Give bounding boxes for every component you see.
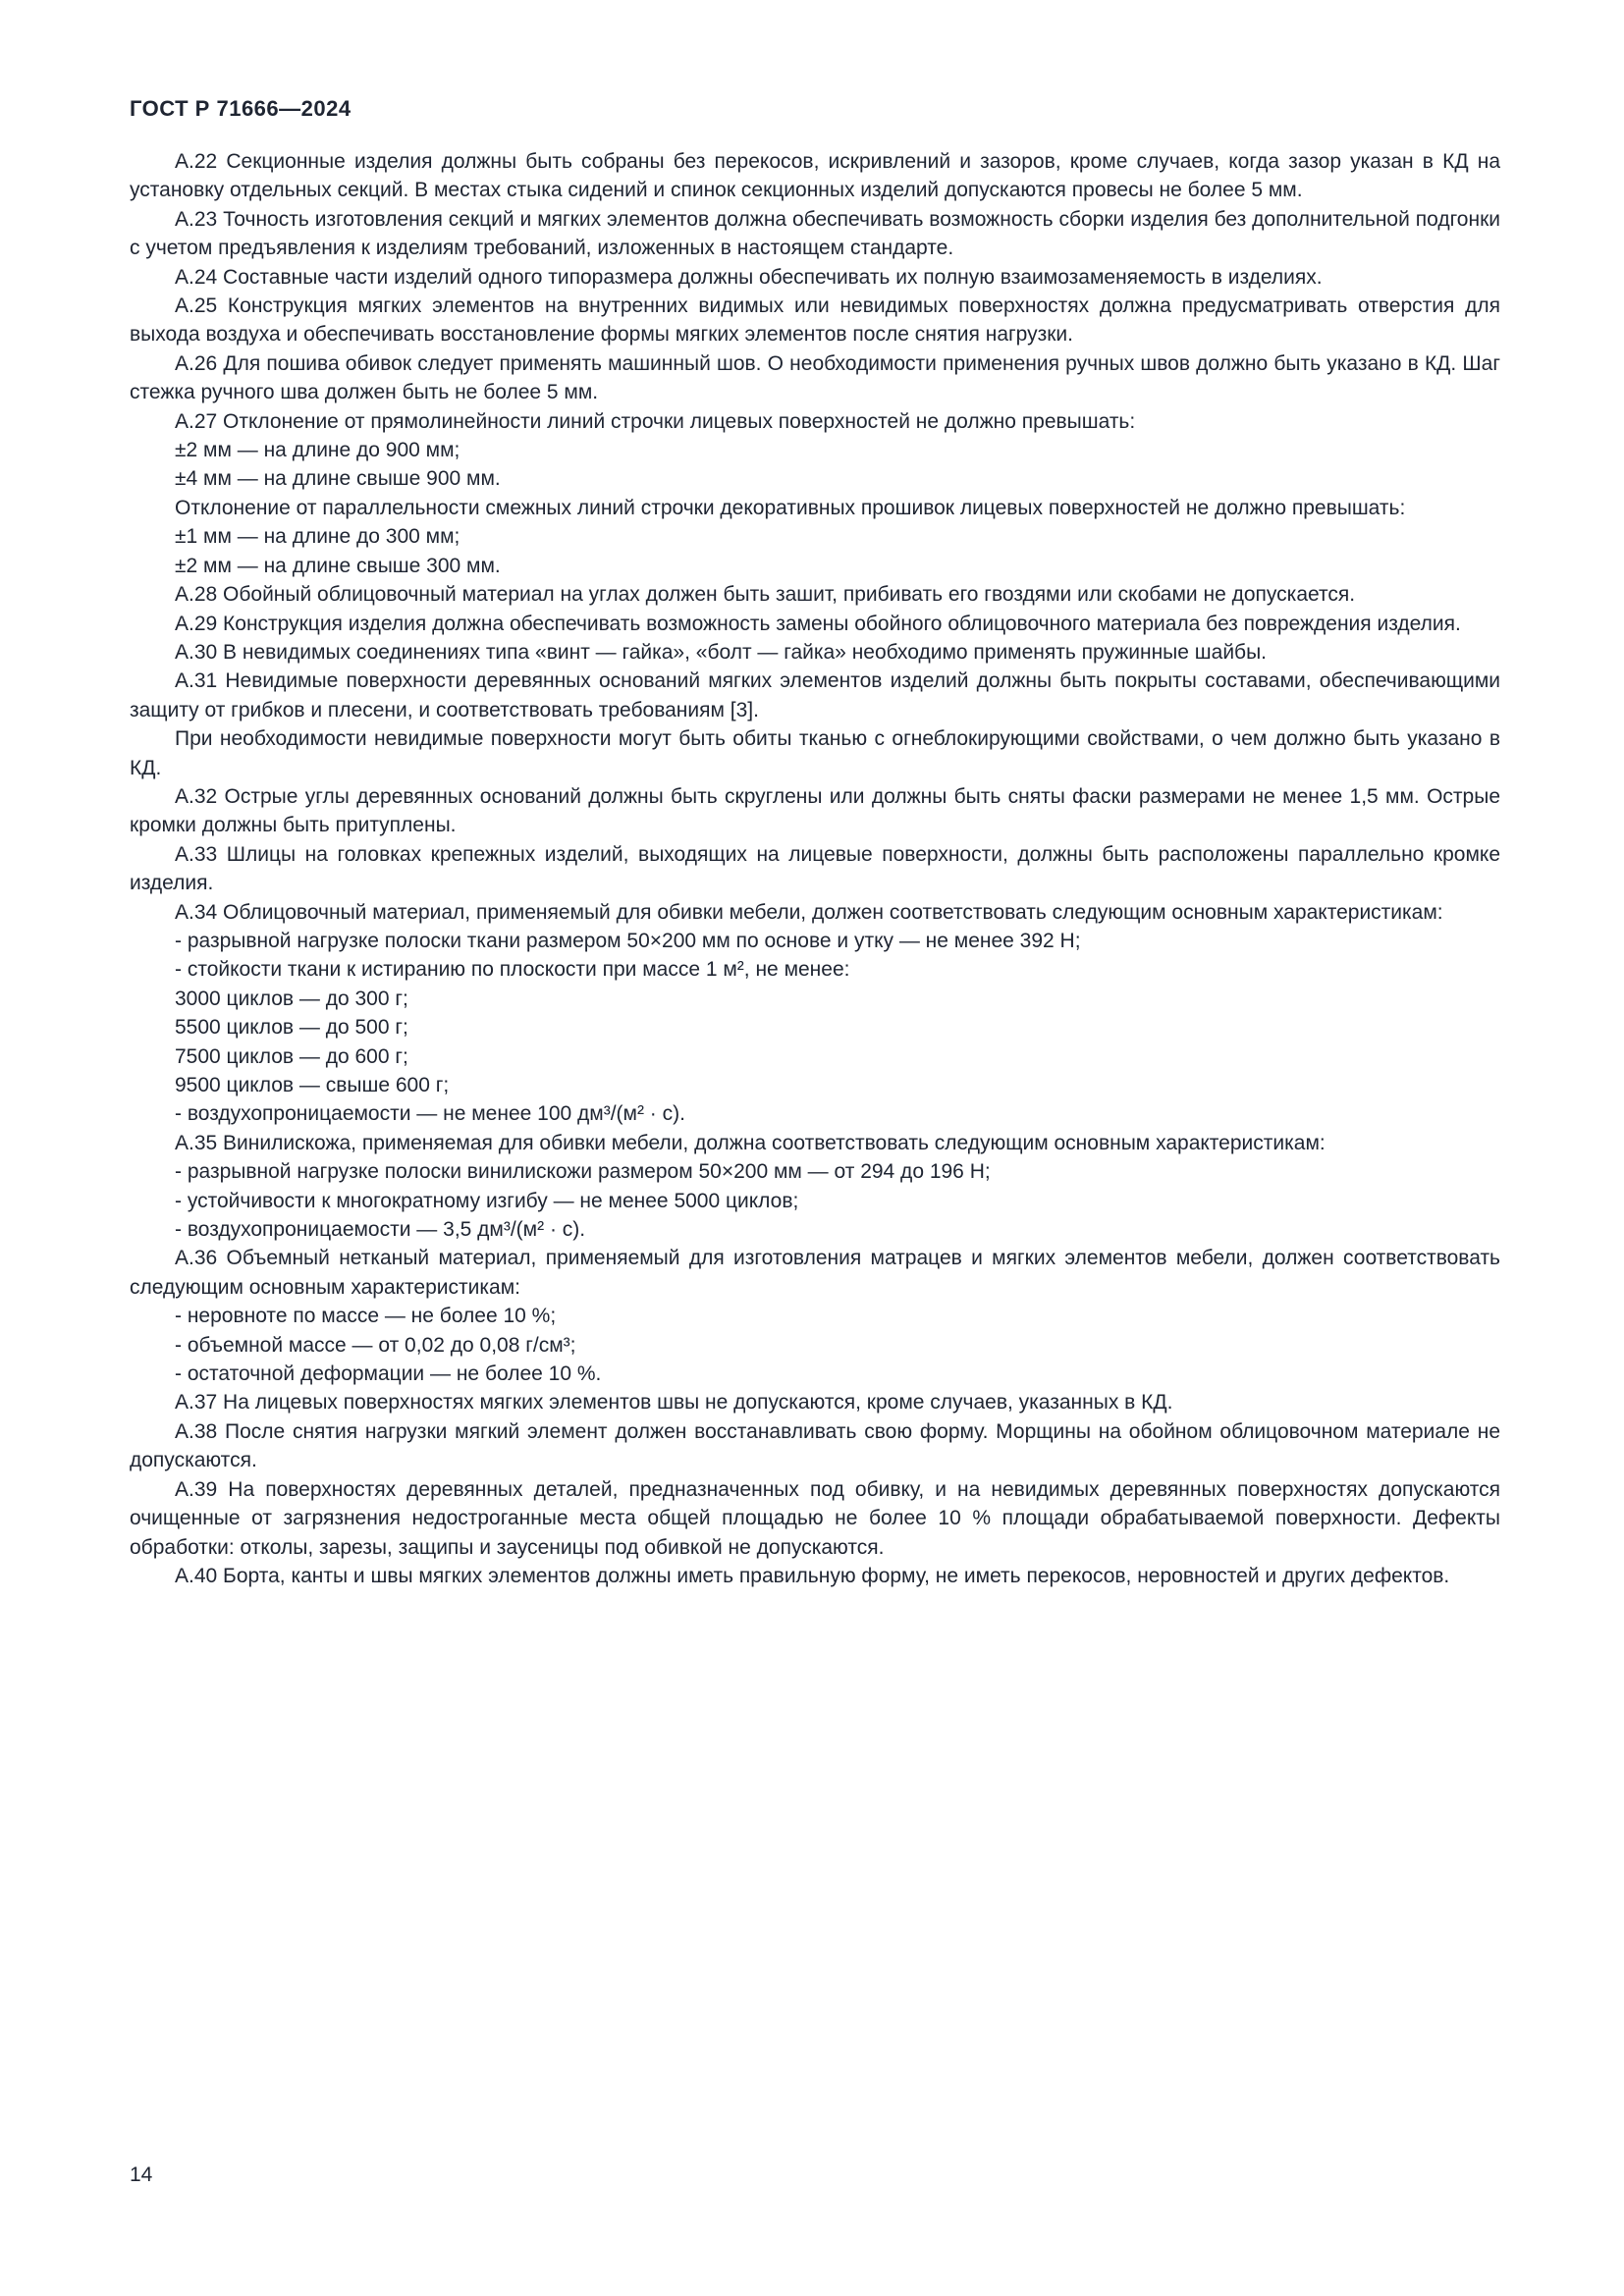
paragraph-a26: А.26 Для пошива обивок следует применять машинный шов. О необходимости применения ручных швов должно быть указано в КД. Шаг стежка ручного шва должен быть не более 5 мм.: [130, 351, 1500, 404]
paragraph-a29: А.29 Конструкция изделия должна обеспечивать возможность замены обойного облицовочного материала без повреждения изделия.: [175, 612, 1461, 635]
paragraph-a37: А.37 На лицевых поверхностях мягких элементов швы не допускаются, кроме случаев, указанных в КД.: [175, 1391, 1173, 1415]
paragraph-a27-continuation: Отклонение от параллельности смежных линий строчки декоративных прошивок лицевых поверхностей не должно превышать:: [175, 496, 1406, 519]
paragraph-a27: А.27 Отклонение от прямолинейности линий строчки лицевых поверхностей не должно превышать:: [175, 409, 1136, 433]
paragraph-a40: А.40 Борта, канты и швы мягких элементов должны иметь правильную форму, не иметь перекосов, неровностей и других дефектов.: [175, 1564, 1450, 1587]
document-header: ГОСТ Р 71666—2024: [130, 96, 352, 121]
paragraph-a35-item-3: - воздухопроницаемости — 3,5 дм³/(м² · с).: [175, 1218, 586, 1242]
paragraph-a34-item-1: - разрывной нагрузке полоски ткани размером 50×200 мм по основе и утку — не менее 392 Н;: [175, 929, 1081, 952]
paragraph-a39: А.39 На поверхностях деревянных деталей, предназначенных под обивку, и на невидимых деревянных поверхностях допускаются очищенные от загрязнения недостроганные места общей площадью не более 10 % площади обрабатываемой поверхности. Дефекты обработки: отколы, зарезы, защипы и заусеницы под обивкой не допускаются.: [130, 1477, 1500, 1559]
paragraph-a36: А.36 Объемный нетканый материал, применяемый для изготовления матрацев и мягких элементов мебели, должен соответствовать следующим основным характеристикам:: [130, 1247, 1500, 1299]
paragraph-a34-item-3: - воздухопроницаемости — не менее 100 дм³/(м² · с).: [175, 1102, 685, 1126]
paragraph-a38: А.38 После снятия нагрузки мягкий элемент должен восстанавливать свою форму. Морщины на обойном облицовочном материале не допускаются.: [130, 1419, 1500, 1472]
paragraph-a34-cycles-3: 7500 циклов — до 600 г;: [175, 1044, 408, 1068]
paragraph-a22: А.22 Секционные изделия должны быть собраны без перекосов, искривлений и зазоров, кроме случаев, когда зазор указан в КД на установку отдельных секций. В местах стыка сидений и спинок секционных изделий допускаются провесы не более 5 мм.: [130, 150, 1500, 202]
paragraph-a34: А.34 Облицовочный материал, применяемый для обивки мебели, должен соответствовать следующим основным характеристикам:: [175, 900, 1443, 924]
paragraph-a34-item-2: - стойкости ткани к истиранию по плоскости при массе 1 м², не менее:: [175, 958, 850, 982]
paragraph-a27-item-2: ±4 мм — на длине свыше 900 мм.: [175, 467, 501, 491]
paragraph-a31-continuation: При необходимости невидимые поверхности могут быть обиты тканью с огнеблокирующими свойствами, о чем должно быть указано в КД.: [130, 727, 1500, 779]
paragraph-a36-item-3: - остаточной деформации — не более 10 %.: [175, 1362, 602, 1386]
document-content: [130, 96, 1500, 1590]
paragraph-a34-cycles-4: 9500 циклов — свыше 600 г;: [175, 1074, 450, 1096]
paragraph-a30: А.30 В невидимых соединениях типа «винт — гайка», «болт — гайка» необходимо применять пружинные шайбы.: [175, 640, 1268, 664]
paragraph-a35: А.35 Винилискожа, применяемая для обивки мебели, должна соответствовать следующим основным характеристикам:: [175, 1131, 1326, 1154]
paragraph-a27-item-4: ±2 мм — на длине свыше 300 мм.: [175, 554, 501, 577]
paragraph-a27-item-1: ±2 мм — на длине до 900 мм;: [175, 439, 460, 462]
paragraph-a36-item-1: - неровноте по массе — не более 10 %;: [175, 1305, 557, 1328]
paragraph-a23: А.23 Точность изготовления секций и мягких элементов должна обеспечивать возможность сборки изделия без дополнительной подгонки с учетом предъявления к изделиям требований, изложенных в настоящем стандарте.: [130, 207, 1500, 260]
page-number: 14: [130, 2163, 153, 2186]
paragraph-a35-item-2: - устойчивости к многократному изгибу — не менее 5000 циклов;: [175, 1189, 799, 1212]
paragraph-a25: А.25 Конструкция мягких элементов на внутренних видимых или невидимых поверхностях должна предусматривать отверстия для выхода воздуха и обеспечивать восстановление формы мягких элементов после снятия нагрузки.: [130, 294, 1500, 347]
paragraph-a33: А.33 Шлицы на головках крепежных изделий, выходящих на лицевые поверхности, должны быть расположены параллельно кромке изделия.: [130, 842, 1500, 895]
paragraph-a31: А.31 Невидимые поверхности деревянных оснований мягких элементов изделий должны быть покрыты составами, обеспечивающими защиту от грибков и плесени, и соответствовать требованиям [3].: [130, 669, 1500, 721]
paragraph-a28: А.28 Обойный облицовочный материал на углах должен быть зашит, прибивать его гвоздями или скобами не допускается.: [175, 583, 1356, 607]
paragraph-a36-item-2: - объемной массе — от 0,02 до 0,08 г/см³;: [175, 1333, 576, 1357]
paragraph-a32: А.32 Острые углы деревянных оснований должны быть скруглены или должны быть сняты фаски размерами не менее 1,5 мм. Острые кромки должны быть притуплены.: [130, 784, 1500, 837]
paragraph-a27-item-3: ±1 мм — на длине до 300 мм;: [175, 525, 460, 549]
paragraph-a34-cycles-2: 5500 циклов — до 500 г;: [175, 1016, 408, 1040]
paragraph-a34-cycles-1: 3000 циклов — до 300 г;: [175, 987, 408, 1010]
paragraph-a24: А.24 Составные части изделий одного типоразмера должны обеспечивать их полную взаимозаменяемость в изделиях.: [175, 265, 1323, 289]
paragraph-a35-item-1: - разрывной нагрузке полоски винилискожи размером 50×200 мм — от 294 до 196 Н;: [175, 1160, 991, 1184]
